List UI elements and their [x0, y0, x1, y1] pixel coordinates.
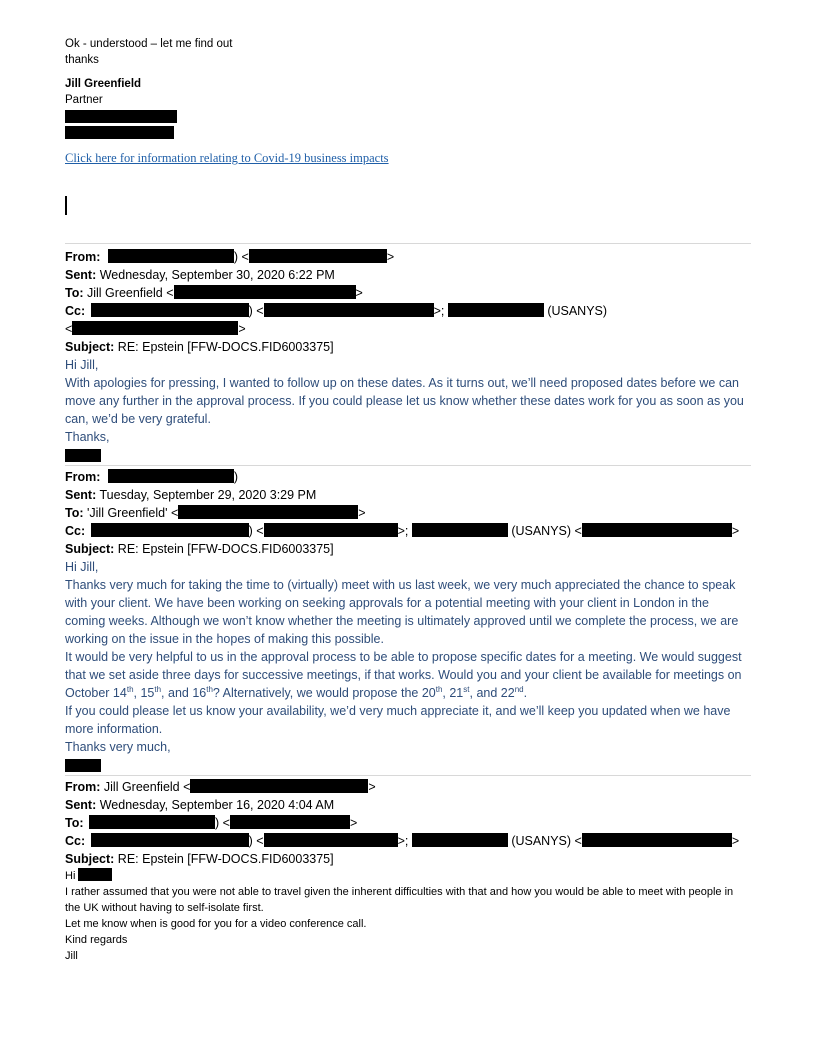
- redacted-block: [65, 110, 177, 123]
- email-3-subject: [65, 850, 751, 868]
- sent-label: Sent:: [65, 268, 97, 282]
- redacted: [448, 303, 544, 317]
- reply-line-2: thanks: [65, 54, 99, 66]
- separator: [65, 775, 751, 776]
- cc-label: Cc:: [65, 304, 86, 318]
- email-3-paragraph-4: Jill: [65, 950, 78, 962]
- redacted: [264, 523, 398, 537]
- email-2-from: From: ): [65, 470, 239, 484]
- email-2-cc: Cc: ) < >; (USANYS) < >: [65, 524, 740, 538]
- to-label: To:: [65, 816, 84, 830]
- email-3-greeting: Hi: [65, 868, 751, 884]
- email-3: [65, 778, 751, 964]
- reply-line-1: Ok - understood – let me find out: [65, 38, 233, 50]
- redacted: [264, 833, 398, 847]
- email-1-closing: Thanks,: [65, 430, 110, 444]
- cc-label: Cc:: [65, 524, 86, 538]
- email-3-paragraph-2: Let me know when is good for you for a video conference call.: [65, 918, 367, 930]
- redacted-signature: [65, 759, 101, 772]
- redacted: [264, 303, 434, 317]
- cc-org: (USANYS) <: [511, 834, 582, 848]
- email-1-to: To: Jill Greenfield < >: [65, 286, 363, 300]
- redacted: [412, 833, 508, 847]
- top-reply: [65, 36, 751, 139]
- subject-value: RE: Epstein [FFW-DOCS.FID6003375]: [117, 340, 334, 354]
- redacted: [174, 285, 356, 299]
- sent-label: Sent:: [65, 798, 97, 812]
- redacted: [89, 815, 215, 829]
- subject-value: RE: Epstein [FFW-DOCS.FID6003375]: [117, 852, 334, 866]
- email-3-paragraph-3: Kind regards: [65, 934, 128, 946]
- redacted: [178, 505, 358, 519]
- subject-label: Subject:: [65, 340, 115, 354]
- email-1-cc: Cc: ) < >; (USANYS): [65, 304, 608, 318]
- redacted: [108, 249, 234, 263]
- signature-name: Jill Greenfield: [65, 78, 142, 90]
- email-1-from: From: ) < >: [65, 250, 395, 264]
- subject-value: RE: Epstein [FFW-DOCS.FID6003375]: [117, 542, 334, 556]
- subject-label: Subject:: [65, 542, 115, 556]
- cc-org: (USANYS) <: [511, 524, 582, 538]
- to-label: To:: [65, 506, 84, 520]
- text-cursor: [65, 196, 67, 215]
- separator: [65, 465, 751, 466]
- redacted-block: [65, 126, 174, 139]
- redacted: [249, 249, 387, 263]
- from-label: From:: [65, 470, 101, 484]
- redacted: [91, 833, 249, 847]
- to-label: To:: [65, 286, 84, 300]
- from-label: From:: [65, 250, 101, 264]
- cc-label: Cc:: [65, 834, 86, 848]
- redacted: [582, 833, 732, 847]
- email-thread: [65, 36, 751, 964]
- email-1-greeting: Hi Jill,: [65, 358, 99, 372]
- email-1-subject: [65, 338, 751, 356]
- sent-value: Wednesday, September 16, 2020 4:04 AM: [99, 798, 335, 812]
- email-1: [65, 248, 751, 462]
- redacted: [91, 523, 249, 537]
- email-3-to: To: ) < >: [65, 816, 358, 830]
- email-2-paragraph-2: It would be very helpful to us in the approval process to be able to propose specific dates for a meeting. We would suggest that we set aside three days for successive meetings, if that works. Would you and your client be available for meetings on October 14th, 15th, and 16th? Alternatively, we would propose the 20th, 21st, and 22nd.: [65, 650, 742, 700]
- email-2: [65, 468, 751, 772]
- email-3-from: From: Jill Greenfield < >: [65, 780, 376, 794]
- email-1-body: With apologies for pressing, I wanted to follow up on these dates. As it turns out, we’ll need proposed dates before we can move any further in the approval process. If you could please let us know whether these dates work for you as soon as you can, we’d be very grateful.: [65, 376, 744, 426]
- to-value: 'Jill Greenfield' <: [87, 506, 179, 520]
- email-1-sent: [65, 266, 751, 284]
- email-2-paragraph-3: If you could please let us know your availability, we’d very much appreciate it, and we’ll keep you updated when we have more information.: [65, 704, 731, 736]
- redacted: [91, 303, 249, 317]
- email-3-cc: Cc: ) < >; (USANYS) < >: [65, 834, 740, 848]
- from-value: Jill Greenfield <: [103, 780, 191, 794]
- from-label: From:: [65, 780, 101, 794]
- redacted: [72, 321, 238, 335]
- signature-title: Partner: [65, 94, 103, 106]
- email-1-cc-cont: < >: [65, 322, 246, 336]
- email-2-sent: [65, 486, 751, 504]
- redacted: [190, 779, 368, 793]
- redacted: [108, 469, 234, 483]
- redacted: [230, 815, 350, 829]
- sent-label: Sent:: [65, 488, 97, 502]
- email-2-closing: Thanks very much,: [65, 740, 171, 754]
- sent-value: Tuesday, September 29, 2020 3:29 PM: [99, 488, 317, 502]
- email-3-paragraph-1: I rather assumed that you were not able to travel given the inherent difficulties with that and how you would be able to meet with people in the UK without having to self-isolate first.: [65, 886, 734, 914]
- redacted: [78, 868, 112, 881]
- cc-org: (USANYS): [547, 304, 608, 318]
- email-2-greeting: Hi Jill,: [65, 560, 99, 574]
- email-2-subject: [65, 540, 751, 558]
- email-3-sent: [65, 796, 751, 814]
- separator: [65, 243, 751, 244]
- redacted: [412, 523, 508, 537]
- redacted-signature: [65, 449, 101, 462]
- covid-info-link[interactable]: Click here for information relating to Covid-19 business impacts: [65, 151, 389, 165]
- redacted: [582, 523, 732, 537]
- subject-label: Subject:: [65, 852, 115, 866]
- email-2-paragraph-1: Thanks very much for taking the time to (virtually) meet with us last week, we very much appreciated the chance to speak with your client. We have been working on seeking approvals for a potential meeting with your client in London in the coming weeks. Although we won’t know whether the meeting is ultimately approved until we complete the process, we are working on the issue in the hopes of making this possible.: [65, 578, 739, 646]
- email-2-to: To: 'Jill Greenfield' < >: [65, 506, 366, 520]
- to-value: Jill Greenfield <: [87, 286, 174, 300]
- sent-value: Wednesday, September 30, 2020 6:22 PM: [99, 268, 335, 282]
